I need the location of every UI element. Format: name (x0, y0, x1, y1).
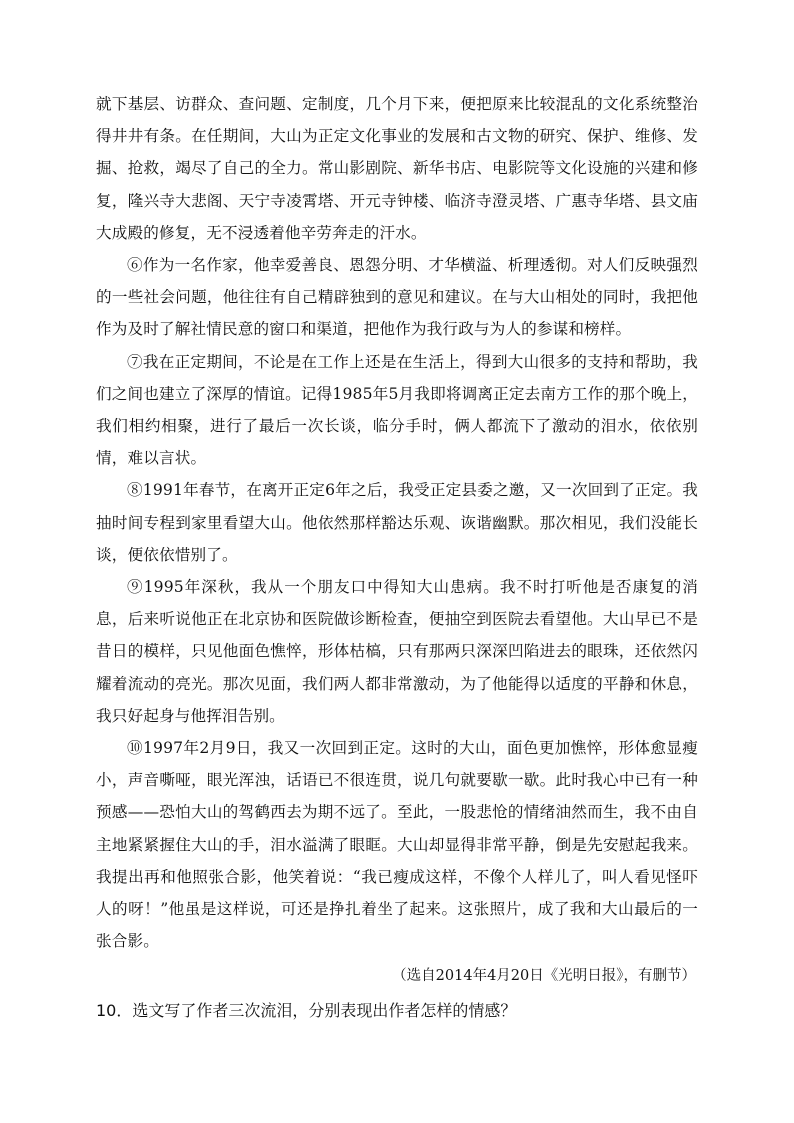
passage-paragraph-6: ⑥作为一名作家，他幸爱善良、恩怨分明、才华横溢、析理透彻。对人们反映强烈的一些社会问题，他往往有自己精辟独到的意见和建议。在与大山相处的同时，我把他作为及时了解社情民意的窗口和渠道，把他作为我行政与为人的参谋和榜样。 (96, 256, 698, 339)
passage-paragraph-8: ⑧1991年春节，在离开正定6年之后，我受正定县委之邀，又一次回到了正定。我抽时间专程到家里看望大山。他依然那样豁达乐观、诙谐幽默。那次相见，我们没能长谈，便依依惜别了。 (96, 481, 698, 564)
passage-paragraph-9: ⑨1995年深秋，我从一个朋友口中得知大山患病。我不时打听他是否康复的消息，后来听说他正在北京协和医院做诊断检查，便抽空到医院去看望他。大山早已不是昔日的模样，只见他面色憔悴，形体枯槁，只有那两只深深凹陷进去的眼珠，还依然闪耀着流动的亮光。那次见面，我们两人都非常激动，为了他能得以适度的平静和休息，我只好起身与他挥泪告别。 (96, 578, 698, 725)
passage-paragraph-7: ⑦我在正定期间，不论是在工作上还是在生活上，得到大山很多的支持和帮助，我们之间也建立了深厚的情谊。记得1985年5月我即将调离正定去南方工作的那个晚上，我们相约相聚，进行了最后一次长谈，临分手时，俩人都流下了激动的泪水，依依别情，难以言状。 (96, 352, 698, 468)
reading-passage (96, 88, 698, 957)
passage-paragraph-continued: 就下基层、访群众、查问题、定制度，几个月下来，便把原来比较混乱的文化系统整治得井井有条。在任期间，大山为正定文化事业的发展和古文物的研究、保护、维修、发掘、抢救，竭尽了自己的全力。常山影剧院、新华书店、电影院等文化设施的兴建和修复，隆兴寺大悲阁、天宁寺凌霄塔、开元寺钟楼、临济寺澄灵塔、广惠寺华塔、县文庙大成殿的修复，无不浸透着他辛劳奔走的汗水。 (96, 95, 698, 242)
question-10: 10．选文写了作者三次流泪，分别表现出作者怎样的情感？ (96, 1001, 517, 1020)
passage-paragraph-10: ⑩1997年2月9日，我又一次回到正定。这时的大山，面色更加憔悴，形体愈显瘦小，声音嘶哑，眼光浑浊，话语已不很连贯，说几句就要歇一歇。此时我心中已有一种预感——恐怕大山的驾鹤西去为期不远了。至此，一股悲怆的情绪油然而生，我不由自主地紧紧握住大山的手，泪水溢满了眼眶。大山却显得非常平静，倒是先安慰起我来。我提出再和他照张合影，他笑着说：“我已瘦成这样，不像个人样儿了，叫人看见怪吓人的呀！”他虽是这样说，可还是挣扎着坐了起来。这张照片，成了我和大山最后的一张合影。 (96, 739, 698, 951)
passage-source-citation: （选自2014年4月20日《光明日报》，有删节） (392, 968, 696, 984)
